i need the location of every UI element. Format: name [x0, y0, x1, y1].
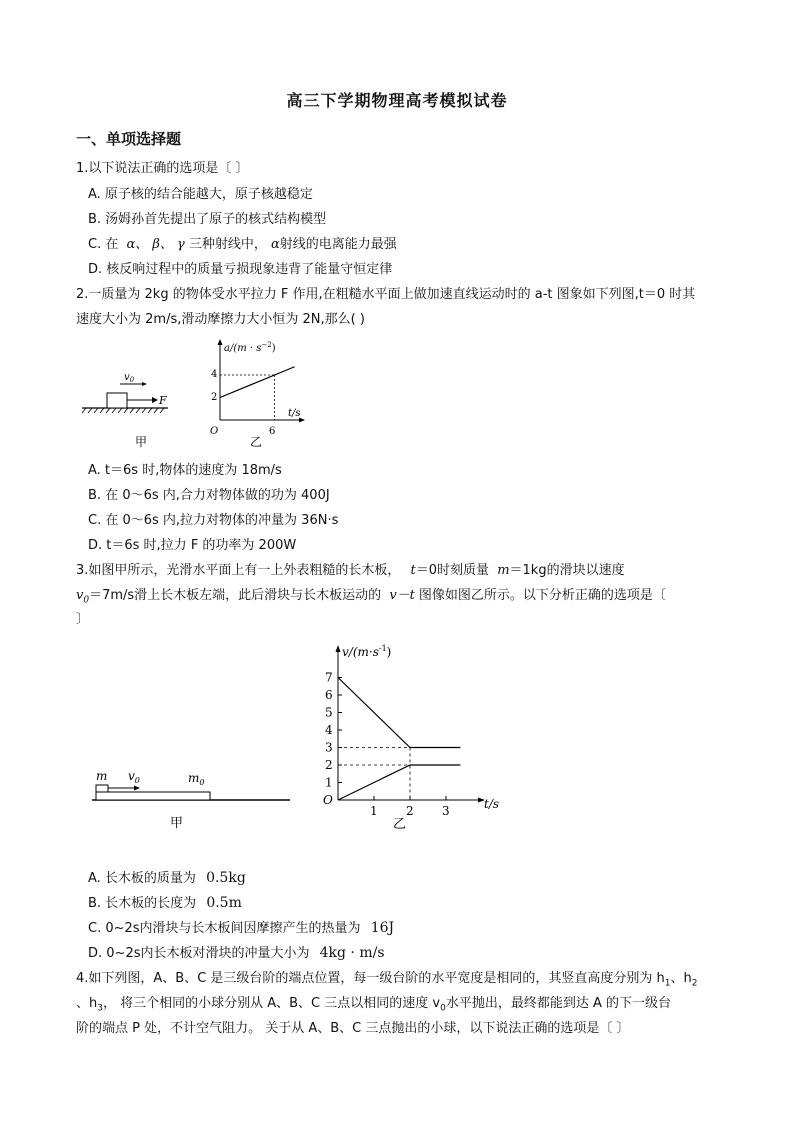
q3-m-label: m	[96, 769, 108, 783]
q2-option-c: C. 在 0～6s 内,拉力对物体的冲量为 36N·s	[88, 513, 339, 528]
q2-at-graph	[210, 339, 305, 437]
q2-label-jia: 甲	[135, 435, 148, 449]
q4-h1-sub: 1	[664, 978, 671, 989]
q2-xtick-6: 6	[269, 426, 276, 437]
q3-stem-line2	[76, 587, 666, 610]
q2-v0-arrowhead	[142, 382, 147, 386]
q4-h3-sub: 3	[97, 1003, 103, 1014]
q3-c-text: C. 0~2s内滑块与长木板间因摩擦产生的热量为	[88, 921, 361, 936]
q3-label-yi: 乙	[393, 817, 407, 832]
q3-dashes	[338, 748, 410, 801]
q1-option-b: B. 汤姆孙首先提出了原子的核式结构模型	[88, 212, 327, 227]
q3-x-axis-label: t/s	[484, 797, 500, 811]
q1-c-prefix: C. 在	[88, 237, 119, 252]
q3-ytick-label-1: 1	[325, 775, 333, 790]
q3-series-line-0	[338, 678, 460, 748]
q4-s2a: 、h	[76, 996, 98, 1011]
q2-ytick-4: 4	[211, 369, 218, 380]
q3-xticks	[370, 796, 450, 818]
q3-s1a: 3.如图甲所示，光滑水平面上有一上外表粗糙的长木板，	[76, 563, 401, 578]
q3-s2-vt: v－t	[389, 588, 415, 603]
q2-ground-hatch	[82, 408, 164, 413]
q3-series-line-1	[338, 765, 460, 800]
q1-option-d: D. 核反响过程中的质量亏损现象违背了能量守恒定律	[88, 262, 393, 277]
q3-figure	[90, 636, 510, 836]
q3-a-text: A. 长木板的质量为	[88, 871, 196, 886]
q2-x-axis-label: t/s	[288, 408, 301, 419]
q4-stem-line3: 阶的端点 P 处，不计空气阻力。 关于从 A、B、C 三点抛出的小球，以下说法正确的选项是〔 〕	[76, 1021, 630, 1036]
q1-option-c	[88, 236, 397, 254]
q4-h2-sub: 2	[691, 978, 698, 989]
q3-d-text: D. 0~2s内长木板对滑块的冲量大小为	[88, 946, 310, 961]
q4-v0-sub: 0	[440, 1003, 446, 1014]
q2-y-arrowhead	[218, 339, 223, 345]
q4-s2c: 水平抛出，最终都能到达 A 的下一级台	[445, 996, 672, 1011]
q3-s1-m: m	[497, 563, 510, 578]
q4-s2b: ， 将三个相同的小球分别从 A、B、C 三点以相同的速度 v	[102, 996, 441, 1011]
q2-ytick-2: 2	[211, 392, 218, 403]
section-heading: 一、单项选择题	[76, 130, 182, 148]
q3-v0-label: $v_0$	[128, 769, 140, 785]
q3-option-c	[88, 919, 394, 938]
q3-y-arrowhead	[336, 645, 341, 652]
q4-stem-line1	[76, 970, 698, 993]
q2-label-yi: 乙	[250, 435, 263, 449]
q4-sep1: 、h	[670, 971, 692, 986]
q3-ytick-label-5: 5	[325, 705, 333, 720]
q3-c-value: 16J	[370, 920, 395, 936]
q2-option-a: A. t＝6s 时,物体的速度为 18m/s	[88, 463, 282, 478]
q3-ytick-label-7: 7	[325, 670, 333, 685]
q3-option-b	[88, 894, 242, 913]
page-title: 高三下学期物理高考模拟试卷	[286, 91, 508, 110]
q3-series	[338, 678, 460, 801]
q2-v0-label: $v_0$	[124, 372, 135, 384]
q2-force-label: F	[159, 394, 167, 407]
q3-s1-t: t	[410, 563, 416, 578]
q2-block	[107, 393, 127, 408]
q3-option-d	[88, 944, 385, 963]
q3-ytick-label-6: 6	[325, 688, 333, 702]
q1-c-alpha: α	[270, 237, 280, 252]
q4-s1: 4.如下列图，A、B、C 是三级台阶的端点位置，每一级台阶的水平宽度是相同的，其竖直高度分别为 h	[76, 971, 665, 986]
q3-b-text: B. 长木板的长度为	[88, 896, 197, 911]
q3-board	[96, 792, 210, 800]
q3-s2b: 图像如图乙所示。以下分析正确的选项是〔	[418, 588, 666, 603]
q3-d-value: 4kg · m/s	[319, 945, 385, 961]
q2-option-b: B. 在 0～6s 内,合力对物体做的功为 400J	[88, 488, 330, 503]
q3-slider	[96, 785, 108, 792]
q2-origin: O	[210, 426, 219, 437]
q3-s1c: ＝1kg的滑块以速度	[509, 563, 625, 578]
q3-stem-line3: 〕	[76, 612, 90, 627]
q3-ytick-label-4: 4	[325, 723, 333, 737]
q3-xtick-label-3: 3	[442, 804, 450, 818]
q3-s1b: ＝0时刻质量	[415, 563, 490, 578]
q2-force-arrowhead	[152, 397, 158, 403]
q1-stem: 1.以下说法正确的选项是〔 〕	[76, 161, 249, 176]
q4-stem-line2	[76, 995, 671, 1018]
q3-option-a	[88, 869, 246, 888]
q3-yticks	[325, 671, 342, 790]
q1-c-post: 射线的电离能力最强	[279, 237, 397, 252]
q3-s2a: ＝7m/s滑上长木板左端，此后滑块与长木板运动的	[89, 588, 382, 603]
q3-v0-arrowhead	[134, 786, 140, 791]
q3-vt-graph	[323, 644, 499, 818]
q3-b-value: 0.5m	[206, 895, 242, 911]
q3-a-value: 0.5kg	[206, 870, 246, 886]
q3-xtick-label-1: 1	[370, 804, 378, 818]
q3-m0-label: $m_0$	[188, 771, 205, 787]
q3-origin: O	[323, 793, 333, 807]
q1-c-mid: 三种射线中，	[188, 237, 267, 252]
q1-option-a: A. 原子核的结合能越大，原子核越稳定	[88, 187, 313, 202]
q3-s2-v0: $v_0$	[76, 588, 90, 606]
q3-stem-line1	[76, 562, 625, 580]
q2-option-d: D. t＝6s 时,拉力 F 的功率为 200W	[88, 538, 297, 553]
q3-y-axis-label: $v/(m\cdot s^{-1})$	[342, 644, 392, 659]
q3-ytick-label-3: 3	[325, 740, 333, 755]
q2-stem-line1: 2.一质量为 2kg 的物体受水平拉力 F 作用,在粗糙水平面上做加速直线运动时的 a-t 图象如下列图,t＝0 时其	[76, 287, 696, 302]
q3-label-jia: 甲	[170, 816, 184, 831]
q1-c-rays: α、 β、 γ	[126, 237, 185, 252]
q2-series-line	[220, 367, 295, 398]
q3-xtick-label-2: 2	[406, 804, 414, 818]
q2-figure	[80, 336, 315, 454]
q2-y-axis-label: $a/(m \cdot s^{-2})$	[224, 341, 276, 354]
q2-stem-line2: 速度大小为 2m/s,滑动摩擦力大小恒为 2N,那么( )	[76, 312, 365, 327]
q3-ytick-label-2: 2	[325, 758, 333, 772]
